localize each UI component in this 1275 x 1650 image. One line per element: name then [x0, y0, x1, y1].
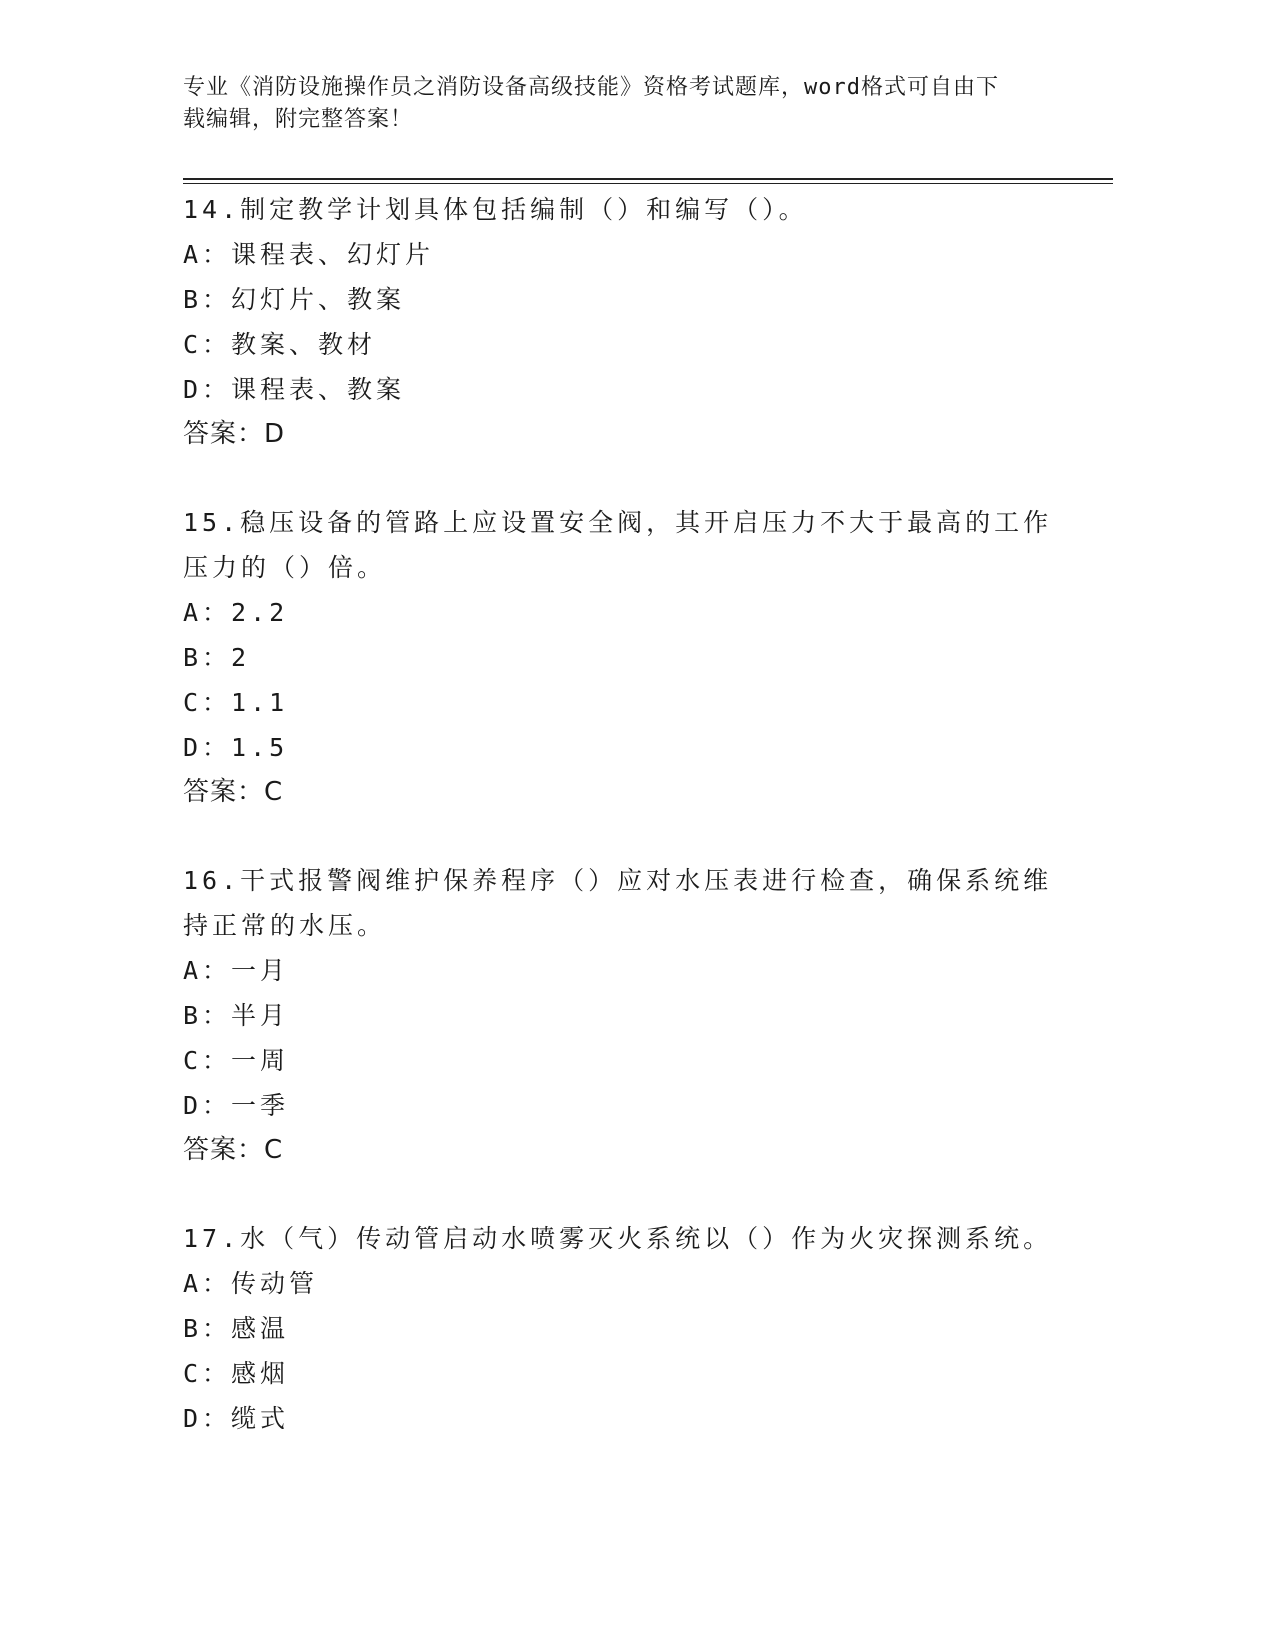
- header-divider-thin: [183, 183, 1113, 184]
- option-a: A：课程表、幻灯片: [183, 240, 435, 269]
- question-list: [183, 187, 1063, 1484]
- option-c: C：感烟: [183, 1359, 290, 1388]
- document-header: [183, 72, 1063, 136]
- option-c: C：一周: [183, 1046, 290, 1075]
- answer-line: 答案：D: [183, 419, 286, 449]
- answer-line: 答案：C: [183, 1135, 284, 1165]
- option-c: C：1.1: [183, 688, 289, 717]
- question-stem: 16.干式报警阀维护保养程序（）应对水压表进行检查，确保系统维持正常的水压。: [183, 866, 1053, 940]
- question-16: [183, 858, 1063, 1173]
- question-stem: 14.制定教学计划具体包括编制（）和编写（）。: [183, 195, 808, 224]
- question-14: [183, 187, 1063, 457]
- question-stem: 17.水（气）传动管启动水喷雾灭火系统以（）作为火灾探测系统。: [183, 1224, 1053, 1253]
- option-d: D：一季: [183, 1091, 290, 1120]
- header-line-1: 专业《消防设施操作员之消防设备高级技能》资格考试题库，word格式可自由下: [183, 75, 999, 100]
- question-17: [183, 1216, 1063, 1441]
- question-stem: 15.稳压设备的管路上应设置安全阀，其开启压力不大于最高的工作压力的（）倍。: [183, 508, 1053, 582]
- option-a: A：传动管: [183, 1269, 319, 1298]
- answer-line: 答案：C: [183, 777, 284, 807]
- option-a: A：2.2: [183, 598, 289, 627]
- header-line-2: 载编辑，附完整答案！: [183, 107, 414, 132]
- option-d: D：缆式: [183, 1404, 290, 1433]
- option-b: B：2: [183, 643, 251, 672]
- option-a: A：一月: [183, 956, 290, 985]
- option-b: B：感温: [183, 1314, 290, 1343]
- option-d: D：1.5: [183, 733, 289, 762]
- option-b: B：幻灯片、教案: [183, 285, 406, 314]
- option-b: B：半月: [183, 1001, 290, 1030]
- option-d: D：课程表、教案: [183, 375, 406, 404]
- question-15: [183, 500, 1063, 815]
- header-divider-thick: [183, 178, 1113, 180]
- option-c: C：教案、教材: [183, 330, 377, 359]
